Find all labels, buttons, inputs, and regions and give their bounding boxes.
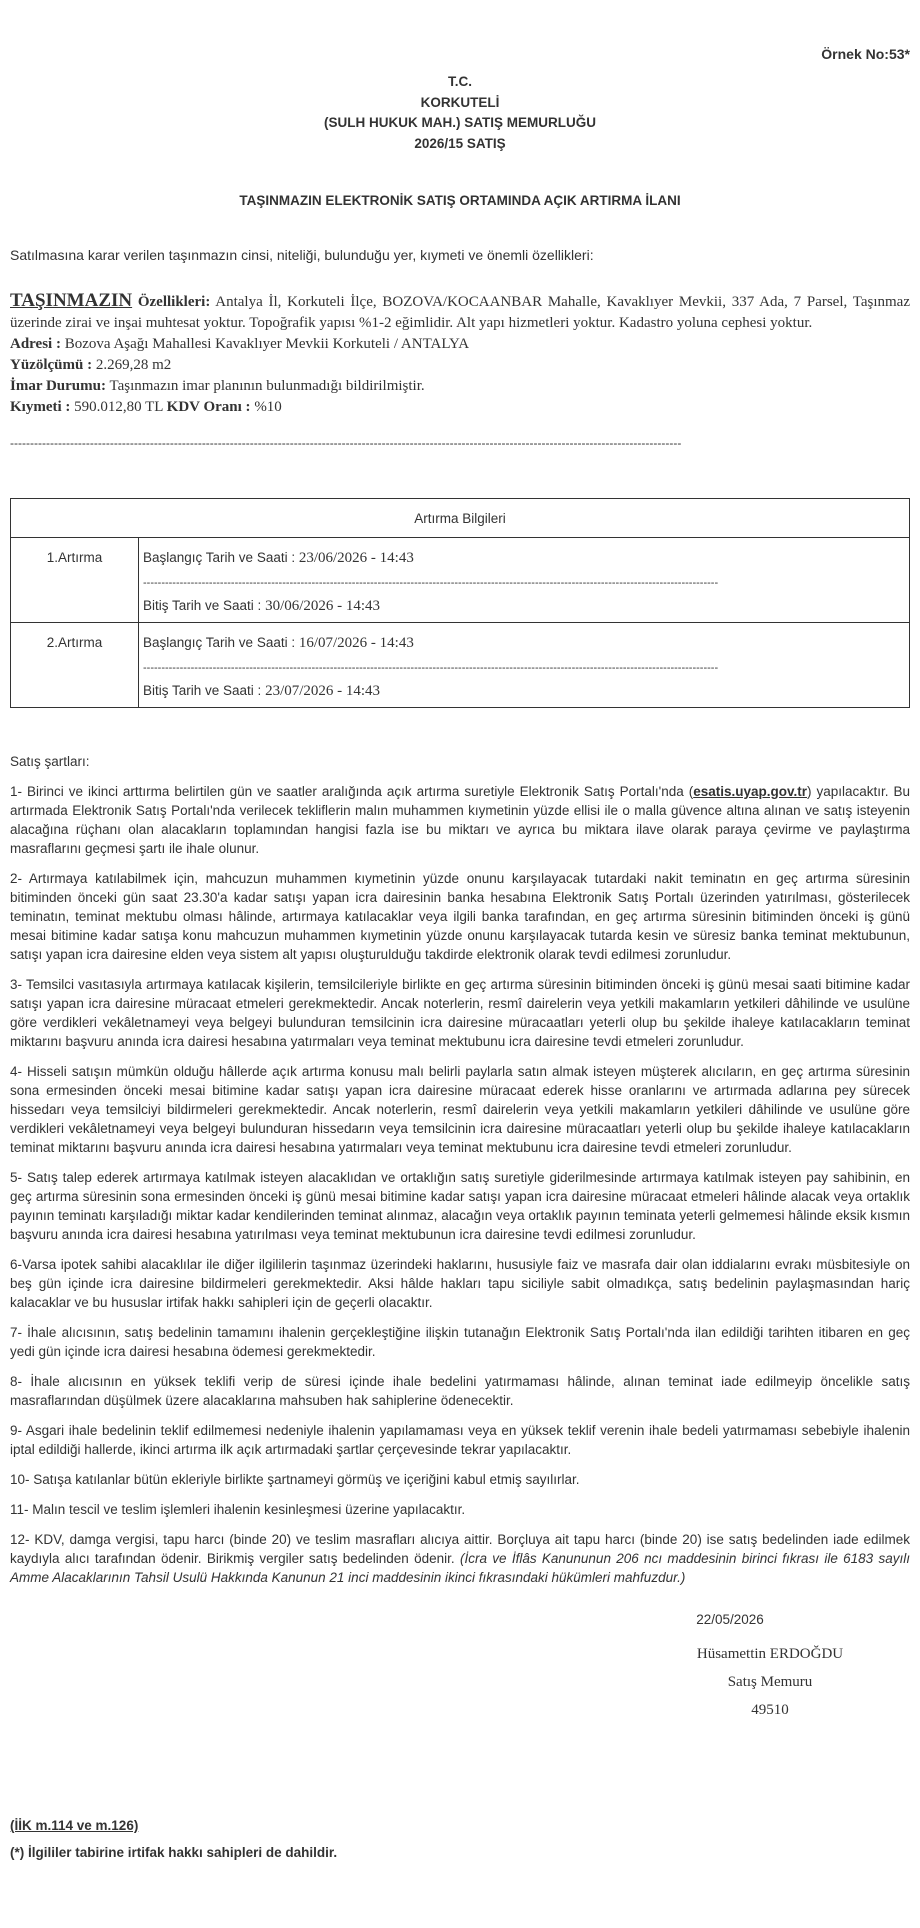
header-line-office: (SULH HUKUK MAH.) SATIŞ MEMURLUĞU	[324, 115, 596, 130]
sale-conditions	[10, 752, 910, 1598]
end-datetime: 23/07/2026 - 14:43	[265, 683, 381, 699]
law-reference: (İİK m.114 ve m.126)	[10, 1818, 139, 1833]
condition-1: 1- Birinci ve ikinci arttırma belirtilen gün ve saatler aralığında açık artırma suretiyle Elektronik Satış Portalı'nda (esatis.uyap.gov.tr) yapılacaktır. Bu artırmada Elektronik Satış Portalı'nda verilecek tekliflerin malın muhammen kıymetinin yüzde ellisi ile o malla güvence altına alınan ve satış isteyenin alacağına rüçhanı olan alacakların toplamından hangisi fazla ise bu miktarı ve ayrıca bu miktara ilave olarak paraya çevirme ve paylaştırma masraflarını geçmesi şartı ile ihale olunur.	[10, 784, 910, 856]
row-separator: -------------------------------------------------------------------------------------------------------------------------------------------------------------	[143, 577, 719, 589]
header-line-town: KORKUTELİ	[420, 94, 500, 110]
header-line-tc: T.C.	[447, 74, 472, 89]
table-row	[11, 538, 910, 623]
auction-table	[10, 498, 910, 708]
start-datetime: 23/06/2026 - 14:43	[298, 550, 414, 566]
condition-2: 2- Artırmaya katılabilmek için, mahcuzun muhammen kıymetinin yüzde onunu karşılayacak tutardaki nakit teminatın en geç artırma süresinin bitiminden önceki gün saat 23.30'a kadar satışı yapan icra dairesinin banka hesabına Elektronik Satış Portalı üzerinden yatırılması, gösterilecek teminatın, teminat mektubu olması hâlinde, artırmaya katılacaklar veya ilgili banka tarafından, en geç artırma süresinin bitiminden önceki iş günü mesai bitimine kadar satışa konu mahcuzun muhammen kıymetinin yüzde onunu karşılayacak tutarda kesin ve süresiz banka teminat mektubunun, satışı yapan icra dairesine elden veya sistem alt yapısı oluşturulduğu takdirde elektronik olarak tevdi edilmesi zorunludur.	[10, 871, 910, 962]
property-area: Yüzölçümü : 2.269,28 m2	[10, 357, 172, 373]
auction-round-label: 1.Artırma	[11, 538, 139, 623]
auction-round-label: 2.Artırma	[11, 623, 139, 708]
header-line-file: 2026/15 SATIŞ	[414, 135, 506, 151]
auction-round-dates: Başlangıç Tarih ve Saati : 16/07/2026 - 14:43 ------------------------------------------------------------------------------------------------------------------------------------------------------------- Bitiş Tarih ve Saati : 23/07/2026 - 14:43	[139, 623, 910, 708]
property-heading-suffix: Özellikleri:	[132, 294, 211, 310]
start-datetime: 16/07/2026 - 14:43	[298, 635, 414, 651]
property-zoning: İmar Durumu: Taşınmazın imar planının bulunmadığı bildirilmiştir.	[10, 378, 425, 394]
signatory-title: Satış Memuru	[727, 1674, 813, 1690]
dash-divider: ------------------------------------------------------------------------------------------------------------------------------------------------------------------------	[10, 436, 682, 450]
footnote: (*) İlgililer tabirine irtifak hakkı sahipleri de dahildir.	[10, 1845, 338, 1860]
property-address: Adresi : Bozova Aşağı Mahallesi Kavaklıyer Mevkii Korkuteli / ANTALYA	[10, 336, 470, 352]
intro-text: Satılmasına karar verilen taşınmazın cinsi, niteliği, bulunduğu yer, kıymeti ve önemli özellikleri:	[10, 247, 594, 263]
esatis-link[interactable]: esatis.uyap.gov.tr	[693, 784, 807, 799]
sample-number: Örnek No:53*	[821, 46, 910, 62]
auction-round-dates: Başlangıç Tarih ve Saati : 23/06/2026 - 14:43 ------------------------------------------------------------------------------------------------------------------------------------------------------------- Bitiş Tarih ve Saati : 30/06/2026 - 14:43	[139, 538, 910, 623]
condition-6: 6-Varsa ipotek sahibi alacaklılar ile diğer ilgililerin taşınmaz üzerindeki haklarını, hususiyle faiz ve masrafa dair olan iddialarını evrakı müsbitesiyle on beş gün içinde icra dairesine bildirmeleri gerekmektedir. Aksi hâlde hakları tapu siciliyle sabit olmadıkça, satış bedelinin paylaşmasından hariç kalacaklar ve bu hususlar irtifak hakkı sahipleri için de geçerli olacaktır.	[10, 1257, 910, 1310]
condition-9: 9- Asgari ihale bedelinin teklif edilmemesi nedeniyle ihalenin yapılamaması veya en yüksek teklif verenin ihale bedeli yatırmaması sebebiyle ihalenin iptal edildiği hallerde, ikinci artırma ilk açık artırmadaki şartlar çerçevesinde tekrar yapılacaktır.	[10, 1423, 910, 1457]
signatory-number: 49510	[751, 1702, 789, 1718]
property-details	[10, 290, 910, 418]
condition-8: 8- İhale alıcısının en yüksek teklifi verip de süresi içinde ihale bedelini yatırmaması hâlinde, alınan teminat iade edilmeyip öncelikle satış masraflarından düşülmek üzere alacaklarına mahsuben hak sahiplerine ödenecektir.	[10, 1374, 910, 1408]
condition-12-legal-note: (İcra ve İflâs Kanununun 206 ncı maddesinin birinci fıkrası ile 6183 sayılı Amme Alacaklarının Tahsil Usulü Hakkında Kanunun 21 inci maddesinin ikinci fıkrasındaki hükümleri mahfuzdur.)	[10, 1551, 911, 1585]
condition-5: 5- Satış talep ederek artırmaya katılmak isteyen alacaklıdan ve ortaklığın satış suretiyle giderilmesinde artırmaya katılmak isteyen pay sahibinin, en geç artırma süresinin sona ermesinden önceki iş günü mesai bitimine kadar satışı yapan icra dairesine müracaat etmeleri hâlinde alacak veya ortaklık payının teminatı karşıladığı miktar kadar kendilerinden teminat alınmaz, alacağın veya ortaklık payının teminata yeterli gelmemesi hâlinde eksik kısmın başvuru anında icra dairesi hesabına yatırılması veya teminat mektubunun icra dairesine tevdi edilmesi zorunludur.	[10, 1170, 910, 1242]
condition-7: 7- İhale alıcısının, satış bedelinin tamamını ihalenin gerçekleştiğine ilişkin tutanağın Elektronik Satış Portalı'nda ilan edildiği tarihten itibaren en geç yedi gün içinde icra dairesi hesabına ödemesi gerekmektedir.	[10, 1325, 910, 1359]
auction-table-title: Artırma Bilgileri	[11, 499, 910, 538]
end-datetime: 30/06/2026 - 14:43	[265, 598, 381, 614]
table-row	[11, 623, 910, 708]
signature-date: 22/05/2026	[696, 1612, 764, 1627]
announcement-title: TAŞINMAZIN ELEKTRONİK SATIŞ ORTAMINDA AÇIK ARTIRMA İLANI	[239, 193, 681, 208]
property-description	[10, 290, 910, 334]
property-value: Kıymeti : 590.012,80 TL KDV Oranı : %10	[10, 399, 282, 415]
conditions-title: Satış şartları:	[10, 754, 90, 769]
property-description-text: Antalya İl, Korkuteli İlçe, BOZOVA/KOCAANBAR Mahalle, Kavaklıyer Mevkii, 337 Ada, 7 Parsel, Taşınmaz üzerinde zirai ve inşai muhtesat yoktur. Topoğrafik yapısı %1-2 eğimlidir. Alt yapı hizmetleri yoktur. Kadastro yoluna cephesi yoktur.	[10, 294, 910, 331]
condition-3: 3- Temsilci vasıtasıyla artırmaya katılacak kişilerin, temsilcileriyle birlikte en geç artırma süresinin bitiminden önceki iş günü mesai saati bitimine kadar satışı yapan icra dairesine müracaat etmeleri gerekmektedir. Ancak noterlerin, resmî dairelerin veya yetkili makamların yetkileri dâhilinde ve usulüne göre verdikleri vekâletnameyi veya belgeyi bulunduran temsilcinin icra dairesine müracaatları yeterli olup bu şekilde ihaleye katılacakların teminat miktarını başvuru anında icra dairesi hesabına yatırmaları veya teminat mektubunu icra dairesine tevdi etmeleri zorunludur.	[10, 977, 910, 1049]
signatory-name: Hüsamettin ERDOĞDU	[696, 1646, 844, 1662]
condition-12: 12- KDV, damga vergisi, tapu harcı (binde 20) ve teslim masrafları alıcıya aittir. Borçluya ait tapu harcı (binde 20) ise satış bedelinden iade edilmek kaydıyla alıcı tarafından ödenir. Birikmiş vergiler satış bedelinden ödenir. (İcra ve İflâs Kanununun 206 ncı maddesinin birinci fıkrası ile 6183 sayılı Amme Alacaklarının Tahsil Usulü Hakkında Kanunun 21 inci maddesinin ikinci fıkrasındaki hükümleri mahfuzdur.)	[10, 1532, 911, 1585]
condition-10: 10- Satışa katılanlar bütün ekleriyle birlikte şartnameyi görmüş ve içeriğini kabul etmiş sayılırlar.	[10, 1472, 580, 1487]
row-separator: -------------------------------------------------------------------------------------------------------------------------------------------------------------	[143, 662, 719, 674]
condition-4: 4- Hisseli satışın mümkün olduğu hâllerde açık artırma konusu malı belirli paylarla satın almak isteyen müşterek alıcıların, en geç artırma süresinin sona ermesinden önceki mesai bitimine kadar satışı yapan icra dairesine müracaat ederek hisse oranlarını ve artırmada adlarına pey sürecek hissedarı veya temsilciyi bildirmeleri gerekmektedir. Ancak noterlerin, resmî dairelerin veya yetkili makamların yetkileri dâhilinde ve usulüne göre verdikleri vekâletnameyi veya belgeyi bulunduran hissedarın veya temsilcinin icra dairesine müracaatları yeterli olup bu şekilde ihaleye katılacakların teminat miktarını başvuru anında icra dairesi hesabına yatırmaları veya teminat mektubunu icra dairesine tevdi etmeleri zorunludur.	[10, 1064, 910, 1155]
condition-11: 11- Malın tescil ve teslim işlemleri ihalenin kesinleşmesi üzerine yapılacaktır.	[10, 1502, 466, 1517]
property-heading: TAŞINMAZIN	[10, 290, 133, 311]
office-header	[10, 72, 910, 154]
